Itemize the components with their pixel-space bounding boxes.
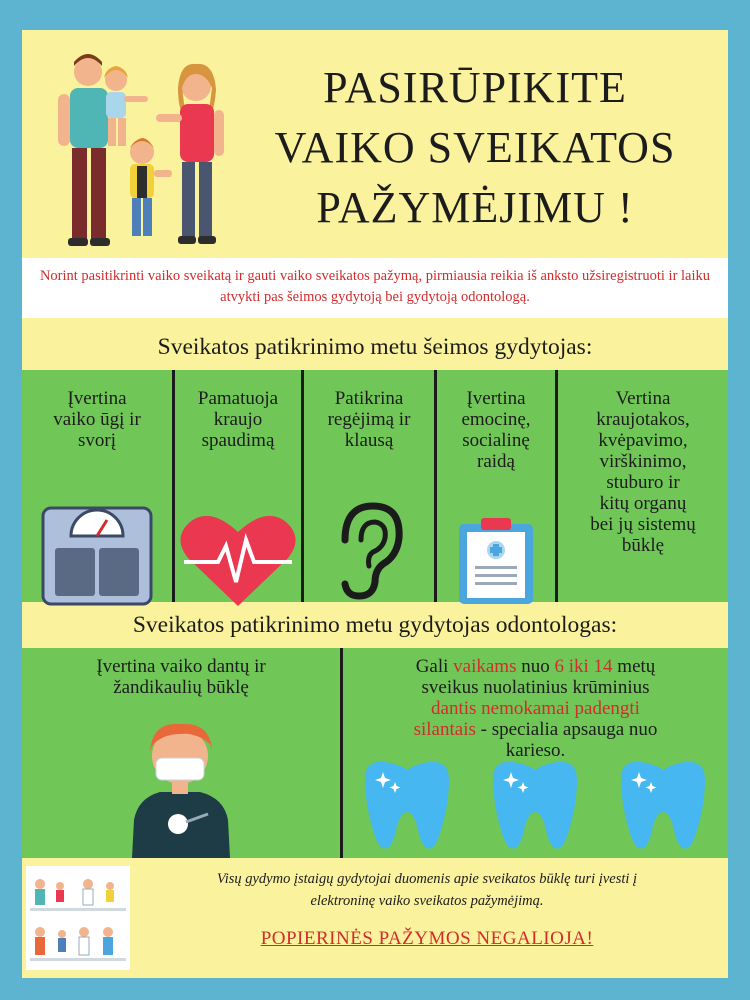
ear-icon — [329, 500, 409, 600]
tooth-icon — [365, 762, 449, 849]
family-illustration — [36, 44, 246, 254]
sealants-info: Gali vaikams nuo 6 iki 14 metų sveikus nuolatinius krūminius dantis nemokamai padengti silantais - specialia apsauga nuo karieso. — [343, 648, 728, 858]
check-organ-systems: Vertina kraujotakos, kvėpavimo, virškinimo, stuburo ir kitų organų bei jų sistemų būklę — [590, 388, 696, 556]
tooth-icon — [493, 762, 577, 849]
section-heading-family-doctor: Sveikatos patikrinimo metu šeimos gydytojas: — [157, 334, 593, 360]
paper-certificates-invalid-warning: POPIERINĖS PAŽYMOS NEGALIOJA! — [260, 928, 594, 949]
page-title: PASIRŪPIKITE VAIKO SVEIKATOS PAŽYMĖJIMU ! — [274, 63, 676, 232]
intro-text: Norint pasitikrinti vaiko sveikatą ir gauti vaiko sveikatos pažymą, pirmiausia reikia iš anksto užsiregistruoti ir laiku atvykti pas šeimos gydytoją bei gydytoją odontologą. — [22, 258, 728, 318]
poster — [22, 30, 728, 978]
dentist-checks — [22, 648, 728, 858]
check-blood-pressure: Pamatuoja kraujo spaudimą — [175, 370, 301, 602]
tooth-icon — [621, 762, 705, 849]
scale-icon — [41, 506, 153, 606]
check-teeth-jaw: Įvertina vaiko dantų ir žandikaulių būklę — [22, 648, 340, 858]
doctor-visit-illustration — [26, 866, 130, 970]
teeth-icons — [361, 760, 713, 854]
check-height-weight: Įvertina vaiko ūgį ir svorį — [22, 370, 172, 602]
footer-note: Visų gydymo įstaigų gydytojai duomenis apie sveikatos būklę turi įvesti į elektroninę vaiko sveikatos pažymėjimą. — [216, 871, 638, 909]
check-emotional-development: Įvertina emocinę, socialinę raidą — [437, 370, 555, 602]
family-doctor-checks — [22, 370, 728, 602]
section-heading-dentist: Sveikatos patikrinimo metu gydytojas odontologas: — [132, 612, 618, 638]
check-vision-hearing: Patikrina regėjimą ir klausą — [304, 370, 434, 602]
clipboard-icon — [457, 518, 535, 606]
heart-pulse-icon — [178, 512, 298, 608]
dentist-illustration — [126, 712, 234, 858]
